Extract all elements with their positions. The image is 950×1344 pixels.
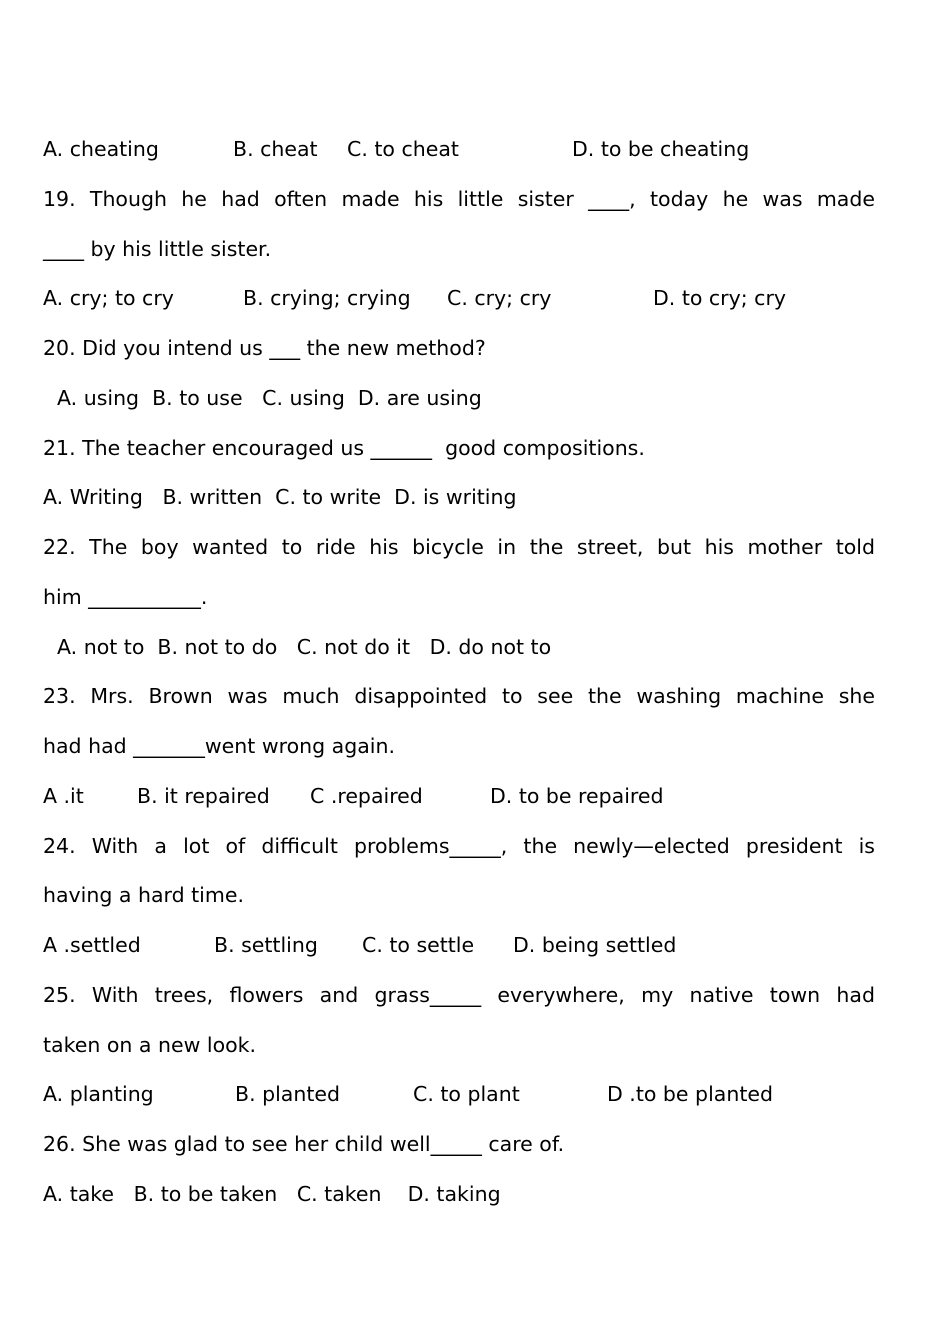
q21-stem: 21. The teacher encouraged us ______ good compositions. bbox=[43, 435, 645, 460]
q25-option-a: A. planting bbox=[43, 1082, 154, 1107]
q23-option-c: C .repaired bbox=[310, 783, 423, 808]
q23-options bbox=[43, 772, 875, 822]
q19-options bbox=[43, 274, 875, 324]
q18-options bbox=[43, 125, 875, 175]
q19-option-a: A. cry; to cry bbox=[43, 286, 174, 311]
q26-options: A. take B. to be taken C. taken D. taking bbox=[43, 1181, 501, 1206]
exam-page bbox=[43, 125, 875, 1220]
q19-option-c: C. cry; cry bbox=[447, 286, 552, 311]
q23-option-d: D. to be repaired bbox=[490, 783, 664, 808]
q24-stem-line-2: having a hard time. bbox=[43, 883, 244, 908]
q24-option-d: D. being settled bbox=[513, 933, 677, 957]
q20-stem: 20. Did you intend us ___ the new method? bbox=[43, 336, 486, 360]
q19-option-b: B. crying; crying bbox=[243, 286, 411, 311]
q22-stem-line-1: 22. The boy wanted to ride his bicycle in the street, but his mother told bbox=[43, 535, 875, 559]
q24-stem-line-1: 24. With a lot of difficult problems_____, the newly—elected president is bbox=[43, 833, 875, 858]
q26-stem: 26. She was glad to see her child well_____ care of. bbox=[43, 1132, 565, 1156]
q22-stem-line-2: him ___________. bbox=[43, 584, 208, 609]
q23-option-a: A .it bbox=[43, 783, 84, 808]
q23-option-b: B. it repaired bbox=[137, 783, 270, 808]
q25-option-d: D .to be planted bbox=[607, 1082, 773, 1107]
q18-option-d: D. to be cheating bbox=[572, 137, 750, 161]
q19-stem-line-2: ____ by his little sister. bbox=[43, 236, 272, 261]
q18-option-a: A. cheating bbox=[43, 137, 159, 161]
q25-options bbox=[43, 1070, 875, 1120]
q18-option-c: C. to cheat bbox=[347, 137, 459, 161]
q19-stem-line-1: 19. Though he had often made his little sister ____, today he was made bbox=[43, 186, 875, 211]
q23-stem-line-1: 23. Mrs. Brown was much disappointed to see the washing machine she bbox=[43, 684, 875, 709]
q25-stem-line-1: 25. With trees, flowers and grass_____ everywhere, my native town had bbox=[43, 982, 875, 1007]
q23-stem-line-2: had had _______went wrong again. bbox=[43, 734, 395, 758]
q25-option-c: C. to plant bbox=[413, 1082, 520, 1107]
q25-stem-line-2: taken on a new look. bbox=[43, 1032, 257, 1057]
q24-option-a: A .settled bbox=[43, 933, 141, 957]
q22-options: A. not to B. not to do C. not do it D. do not to bbox=[57, 634, 552, 659]
q24-options bbox=[43, 921, 875, 971]
q21-options: A. Writing B. written C. to write D. is writing bbox=[43, 485, 517, 510]
q19-option-d: D. to cry; cry bbox=[653, 286, 786, 311]
q24-option-b: B. settling bbox=[214, 933, 318, 957]
q25-option-b: B. planted bbox=[235, 1082, 341, 1107]
q24-option-c: C. to settle bbox=[362, 933, 475, 957]
q20-options: A. using B. to use C. using D. are using bbox=[57, 385, 482, 410]
q18-option-b: B. cheat bbox=[233, 137, 318, 161]
